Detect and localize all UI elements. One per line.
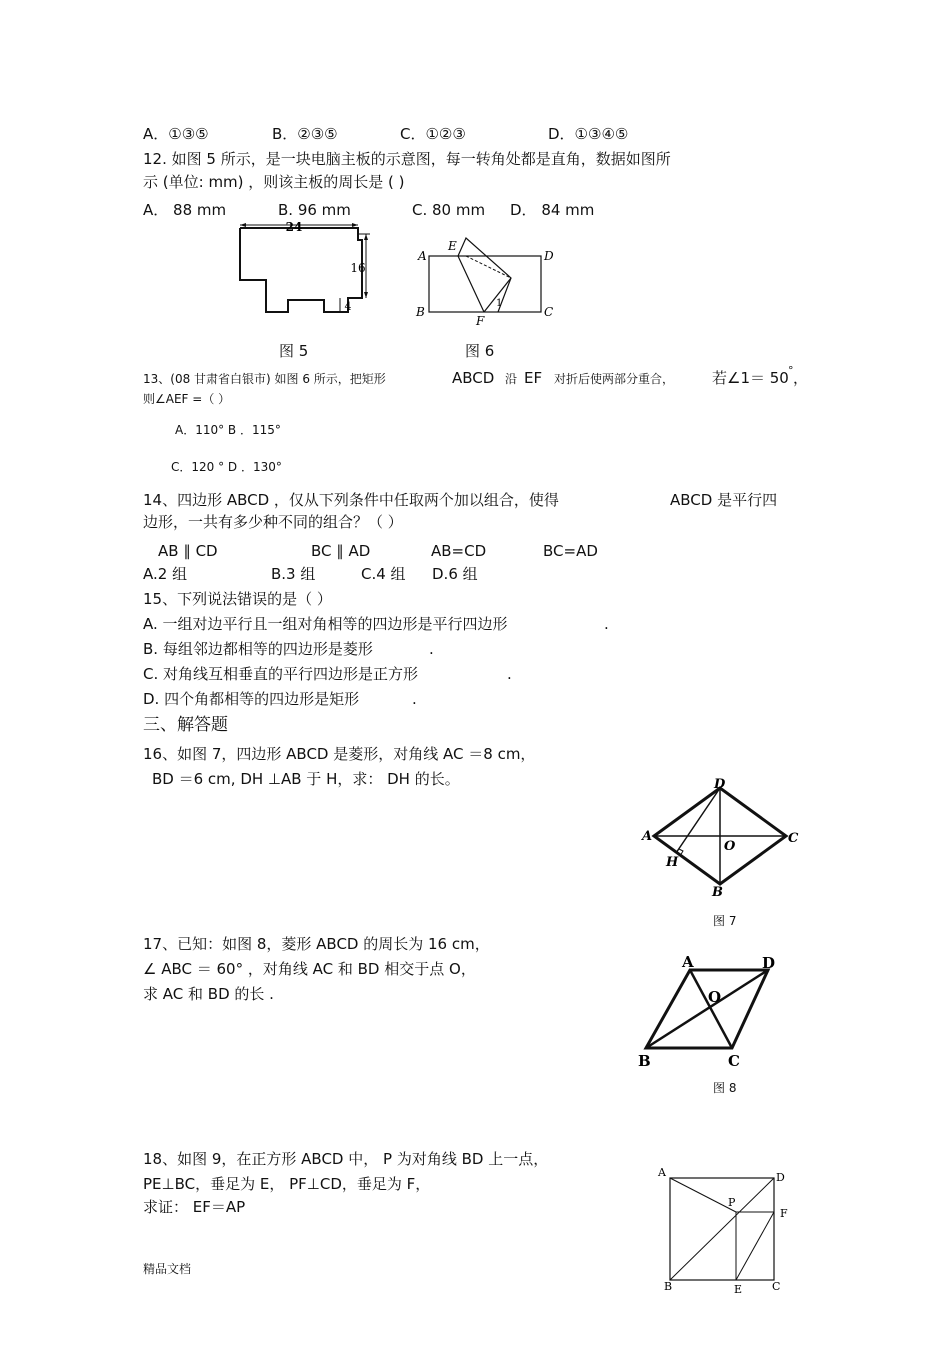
q14-option-d: D.6 组 xyxy=(432,565,478,583)
q14-condition-1: AB ∥ CD xyxy=(158,542,218,560)
q12-stem-line2: 示 (单位: mm) ，则该主板的周长是 ( ) xyxy=(143,173,405,191)
fig7-label-h: H xyxy=(666,855,679,870)
q14-condition-4: BC=AD xyxy=(543,542,598,560)
fig8-label-o: O xyxy=(708,988,722,1006)
fig7-label-a: A xyxy=(642,829,653,844)
fig7-label-c: C xyxy=(788,831,799,846)
q15-option-a: A. 一组对边平行且一组对角相等的四边形是平行四边形 xyxy=(143,615,508,633)
q14-stem-line1a: 14、四边形 ABCD ，仅从下列条件中任取两个加以组合，使得 xyxy=(143,491,559,509)
fig9-label-a: A xyxy=(658,1166,666,1179)
figure-6-folded-rectangle xyxy=(410,228,560,328)
figure-5-motherboard xyxy=(230,220,380,320)
fig6-label-d: D xyxy=(544,249,554,263)
fig6-caption: 图 6 xyxy=(465,342,495,360)
q15-option-d-period: . xyxy=(412,690,417,708)
fig6-label-c: C xyxy=(544,305,554,319)
fig9-label-b: B xyxy=(664,1280,673,1293)
q12-option-d: D． 84 mm xyxy=(510,201,595,219)
q13-stem-angle: 若∠1＝ 50 xyxy=(712,369,789,387)
fig7-label-o: O xyxy=(724,839,736,854)
q15-option-b-period: . xyxy=(429,640,434,658)
q11-option-c: C．①②③ xyxy=(400,125,466,143)
fig6-label-a: A xyxy=(418,249,427,263)
q13-comma: ， xyxy=(793,369,809,387)
fig7-label-b: B xyxy=(712,885,723,898)
q14-condition-3: AB=CD xyxy=(431,542,487,560)
q13-stem-ef: EF xyxy=(524,369,543,387)
q18-stem-line1: 18、如图 9，在正方形 ABCD 中， P 为对角线 BD 上一点， xyxy=(143,1150,549,1168)
fig8-label-b: B xyxy=(638,1052,651,1070)
fig5-label-24: 24 xyxy=(285,220,303,234)
q15-option-c: C. 对角线互相垂直的平行四边形是正方形 xyxy=(143,665,419,683)
fig8-label-d: D xyxy=(762,954,776,972)
fig6-angle-1: 1 xyxy=(496,298,503,309)
q14-stem-line1b: ABCD 是平行四 xyxy=(670,491,778,509)
q15-option-d: D. 四个角都相等的四边形是矩形 xyxy=(143,690,360,708)
fig6-label-f: F xyxy=(476,314,485,328)
q18-stem-line3: 求证： EF＝AP xyxy=(143,1198,246,1216)
q13-degree: ° xyxy=(788,364,794,377)
q12-option-a: A． 88 mm xyxy=(143,201,227,219)
figure-8-rhombus xyxy=(632,950,792,1070)
fig8-label-c: C xyxy=(728,1052,740,1070)
q14-stem-line2: 边形，一共有多少种不同的组合？（ ） xyxy=(143,513,403,531)
q18-stem-line2: PE⊥BC，垂足为 E， PF⊥CD，垂足为 F， xyxy=(143,1175,431,1193)
q12-option-c: C. 80 mm xyxy=(412,201,486,219)
q16-stem-line1: 16、如图 7，四边形 ABCD 是菱形，对角线 AC ＝8 cm， xyxy=(143,745,536,763)
fig5-caption: 图 5 xyxy=(279,342,309,360)
footer-label: 精品文档 xyxy=(143,1262,192,1276)
figure-7-rhombus xyxy=(632,776,807,898)
fig6-label-b: B xyxy=(416,305,425,319)
q17-stem-line1: 17、已知：如图 8，菱形 ABCD 的周长为 16 cm， xyxy=(143,935,490,953)
q11-option-d: D．①③④⑤ xyxy=(548,125,629,143)
fig7-label-d: D xyxy=(714,777,726,792)
q17-stem-line3: 求 AC 和 BD 的长 . xyxy=(143,985,274,1003)
fig9-label-p: P xyxy=(728,1196,736,1209)
q13-options-ab: A．110° B ．115° xyxy=(175,423,281,437)
q13-stem-prefix: 13、(08 甘肃省白银市) 如图 6 所示，把矩形 xyxy=(143,372,386,386)
section-heading: 三、解答题 xyxy=(143,715,228,735)
q17-stem-line2: ∠ ABC ＝ 60° ，对角线 AC 和 BD 相交于点 O， xyxy=(143,960,476,978)
q13-stem-along: 沿 xyxy=(505,372,518,386)
q15-option-c-period: . xyxy=(507,665,512,683)
q14-condition-2: BC ∥ AD xyxy=(311,542,371,560)
q13-stem-fold: 对折后使两部分重合， xyxy=(554,372,675,386)
fig5-label-4: 4 xyxy=(344,300,352,313)
fig9-label-f: F xyxy=(780,1207,788,1220)
q11-option-b: B．②③⑤ xyxy=(272,125,338,143)
q15-option-b: B. 每组邻边都相等的四边形是菱形 xyxy=(143,640,373,658)
q14-option-a: A.2 组 xyxy=(143,565,188,583)
fig8-caption: 图 8 xyxy=(713,1081,737,1095)
q13-stem-line2: 则∠AEF =（ ） xyxy=(143,392,231,406)
q14-option-b: B.3 组 xyxy=(271,565,316,583)
q13-stem-abcd: ABCD xyxy=(452,369,495,387)
q16-stem-line2: BD ＝6 cm, DH ⊥AB 于 H，求： DH 的长。 xyxy=(152,770,460,788)
q13-options-cd: C．120 ° D ．130° xyxy=(171,460,282,474)
fig9-label-d: D xyxy=(776,1171,785,1184)
q14-option-c: C.4 组 xyxy=(361,565,406,583)
fig7-caption: 图 7 xyxy=(713,914,737,928)
fig9-label-c: C xyxy=(772,1280,781,1293)
fig8-label-a: A xyxy=(682,953,694,971)
q12-option-b: B. 96 mm xyxy=(278,201,351,219)
q15-option-a-period: . xyxy=(604,615,609,633)
fig5-label-16: 16 xyxy=(350,261,366,275)
q11-option-a: A．①③⑤ xyxy=(143,125,209,143)
figure-9-square xyxy=(652,1160,797,1300)
fig6-label-e: E xyxy=(448,239,457,253)
fig9-label-e: E xyxy=(734,1283,743,1296)
q15-stem: 15、下列说法错误的是（ ） xyxy=(143,590,332,608)
q12-stem-line1: 12. 如图 5 所示，是一块电脑主板的示意图，每一转角处都是直角，数据如图所 xyxy=(143,150,671,168)
